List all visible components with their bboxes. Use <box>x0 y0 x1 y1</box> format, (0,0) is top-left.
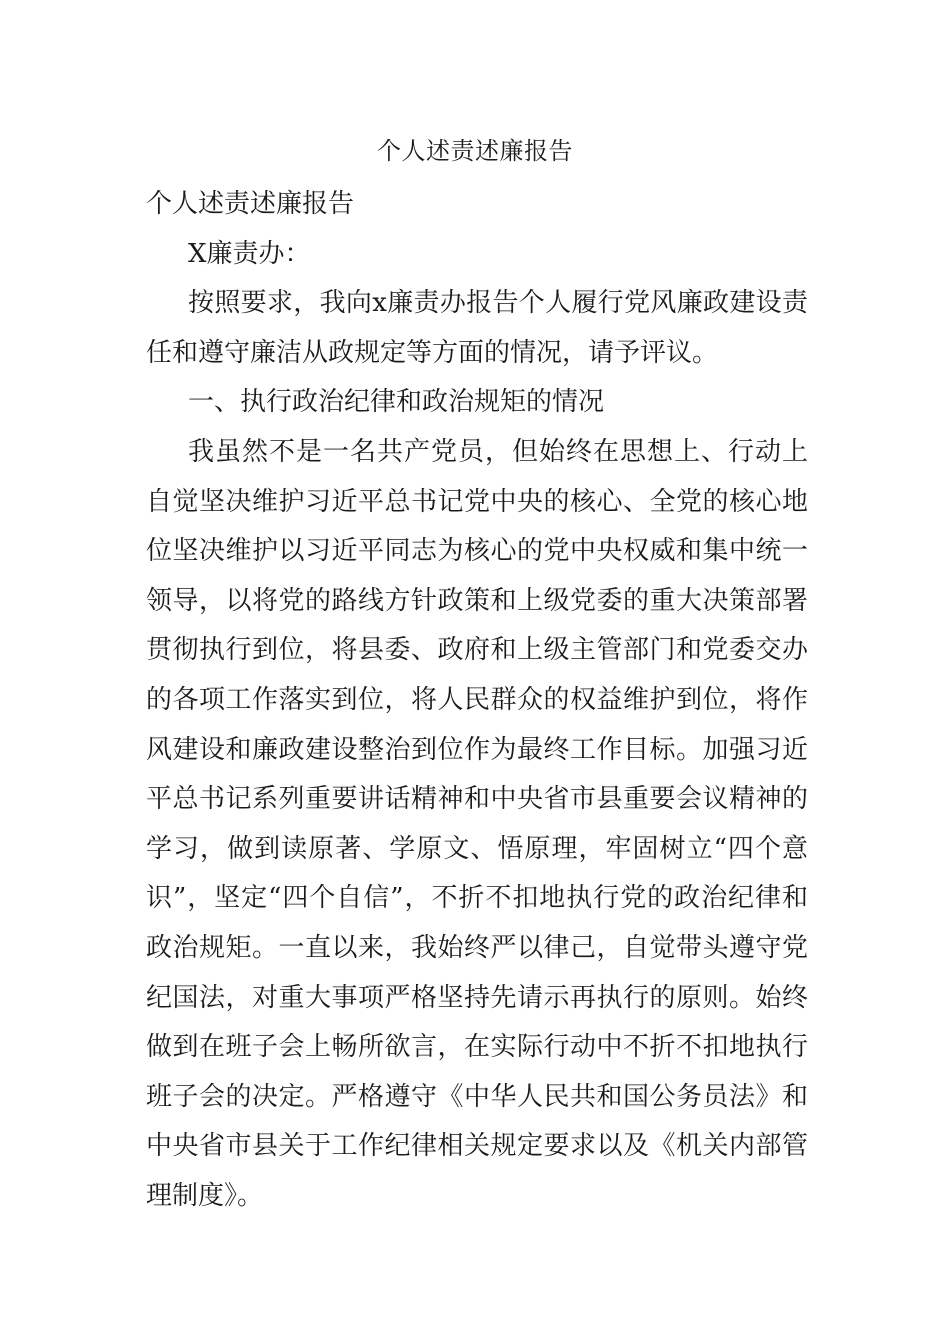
document-title: 个人述责述廉报告 <box>377 137 573 165</box>
salutation: X廉责办： <box>188 238 311 269</box>
section-heading: 一、执行政治纪律和政治规矩的情况 <box>188 387 605 418</box>
document-subtitle: 个人述责述廉报告 <box>146 189 355 219</box>
document-body <box>146 180 808 1221</box>
paragraph-main: 我虽然不是一名共产党员，但始终在思想上、行动上自觉坚决维护习近平总书记党中央的核心、全党的核心地位坚决维护以习近平同志为核心的党中央权威和集中统一领导，以将党的路线方针政策和上级党委的重大决策部署贯彻执行到位，将县委、政府和上级主管部门和党委交办的各项工作落实到位，将人民群众的权益维护到位，将作风建设和廉政建设整治到位作为最终工作目标。加强习近平总书记系列重要讲话精神和中央省市县重要会议精神的学习，做到读原著、学原文、悟原理，牢固树立“四个意识”，坚定“四个自信”，不折不扣地执行党的政治纪律和政治规矩。一直以来，我始终严以律己，自觉带头遵守党纪国法，对重大事项严格坚持先请示再执行的原则。始终做到在班子会上畅所欲言，在实际行动中不折不扣地执行班子会的决定。严格遵守《中华人民共和国公务员法》和中央省市县关于工作纪律相关规定要求以及《机关内部管理制度》。 <box>146 436 808 1211</box>
paragraph-intro: 按照要求，我向x廉责办报告个人履行党风廉政建设责任和遵守廉洁从政规定等方面的情况，请予评议。 <box>146 288 808 368</box>
